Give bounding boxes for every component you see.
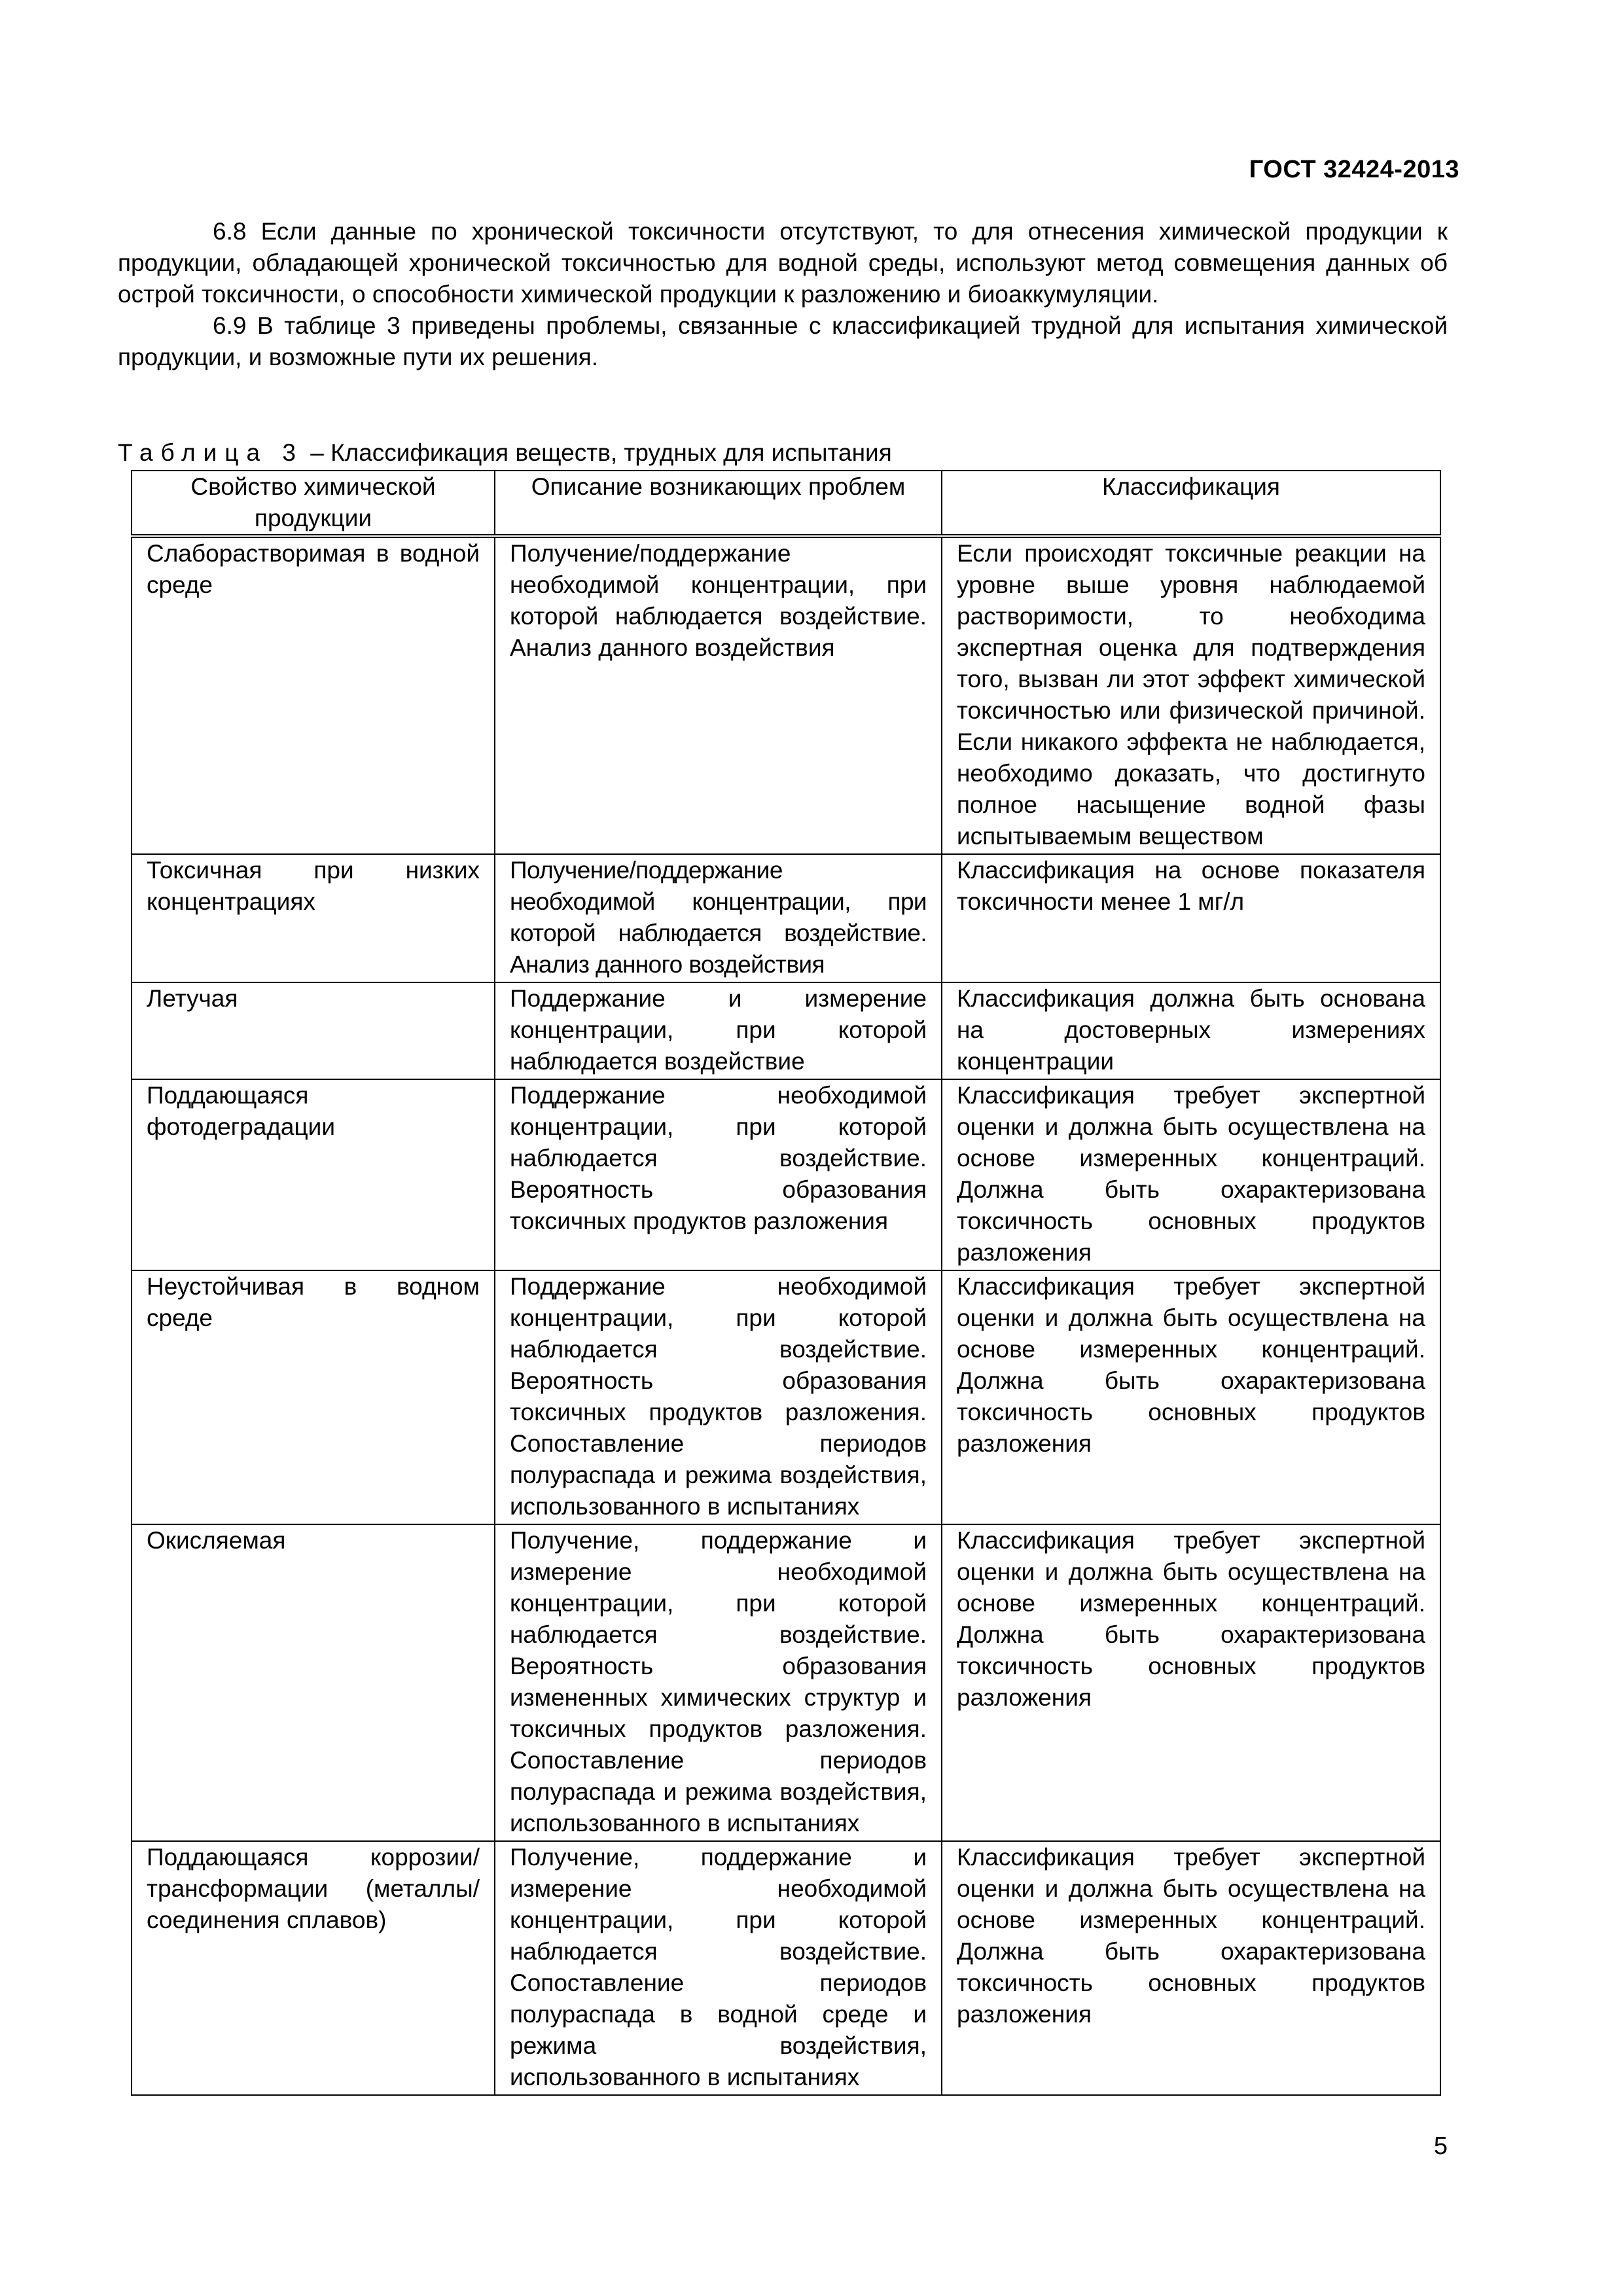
table-caption-text: – Классификация веществ, трудных для испытания (303, 439, 892, 466)
paragraph-6-8: 6.8 Если данные по хронической токсичности отсутствуют, то для отнесения химической продукции к продукции, обладающей хронической токсичностью для водной среды, используют метод совмещения данных об острой токсичности, о способности химической продукции к разложению и биоаккумуляции. (118, 218, 1448, 308)
cell-property: Токсичная при низких концентрациях (132, 854, 495, 982)
cell-description: Поддержание необходимой концентрации, при которой наблюдается воздействие. Вероятность образования токсичных продуктов разложения. Сопоставление периодов полураспада и режима воздействия, использованного в испытаниях (495, 1270, 942, 1524)
cell-classification: Классификация требует экспертной оценки и должна быть осуществлена на основе измеренных концентраций. Должна быть охарактеризована токсичность основных продуктов разложения (942, 1079, 1440, 1270)
cell-property: Поддающаяся коррозии/трансформации (металлы/соединения сплавов) (132, 1841, 495, 2095)
classification-table (131, 470, 1441, 2096)
cell-description: Поддержание необходимой концентрации, при которой наблюдается воздействие. Вероятность образования токсичных продуктов разложения (495, 1079, 942, 1270)
table-caption (118, 439, 892, 467)
cell-classification: Классификация на основе показателя токсичности менее 1 мг/л (942, 854, 1440, 982)
table-row (132, 1079, 1440, 1270)
cell-property: Неустойчивая в водном среде (132, 1270, 495, 1524)
cell-description: Получение, поддержание и измерение необходимой концентрации, при которой наблюдается воздействие. Вероятность образования измененных химических структур и токсичных продуктов разложения. Сопоставление периодов полураспада и режима воздействия, использованного в испытаниях (495, 1524, 942, 1841)
table-row (132, 1841, 1440, 2095)
table-caption-label: Таблица 3 (118, 439, 304, 466)
paragraph-6-9: 6.9 В таблице 3 приведены проблемы, связанные с классификацией трудной для испытания химической продукции, и возможные пути их решения. (118, 312, 1448, 370)
cell-property: Летучая (132, 982, 495, 1079)
cell-classification: Классификация должна быть основана на достоверных измерениях концентрации (942, 982, 1440, 1079)
cell-classification: Классификация требует экспертной оценки и должна быть осуществлена на основе измеренных концентраций. Должна быть охарактеризована токсичность основных продуктов разложения (942, 1270, 1440, 1524)
cell-description: Получение, поддержание и измерение необходимой концентрации, при которой наблюдается воздействие. Сопоставление периодов полураспада в водной среде и режима воздействия, использованного в испытаниях (495, 1841, 942, 2095)
table-header-row (132, 471, 1440, 536)
table-row (132, 982, 1440, 1079)
cell-description: Получение/поддержание необходимой концентрации, при которой наблюдается воздействие. Анализ данного воздействия (495, 536, 942, 854)
page-number: 5 (1433, 2132, 1448, 2160)
body-text (118, 216, 1448, 373)
cell-property: Поддающаяся фотодеградации (132, 1079, 495, 1270)
table-row (132, 854, 1440, 982)
column-header-property: Свойство химической продукции (132, 471, 495, 536)
table-row (132, 1270, 1440, 1524)
cell-description: Получение/поддержание необходимой концентрации, при которой наблюдается воздействие. Анализ данного воздействия (495, 854, 942, 982)
column-header-description: Описание возникающих проблем (495, 471, 942, 536)
column-header-classification: Классификация (942, 471, 1440, 536)
document-code: ГОСТ 32424-2013 (1249, 156, 1459, 183)
cell-classification: Если происходят токсичные реакции на уровне выше уровня наблюдаемой растворимости, то необходима экспертная оценка для подтверждения того, вызван ли этот эффект химической токсичностью или физической причиной. Если никакого эффекта не наблюдается, необходимо доказать, что достигнуто полное насыщение водной фазы испытываемым веществом (942, 536, 1440, 854)
cell-classification: Классификация требует экспертной оценки и должна быть осуществлена на основе измеренных концентраций. Должна быть охарактеризована токсичность основных продуктов разложения (942, 1841, 1440, 2095)
cell-classification: Классификация требует экспертной оценки и должна быть осуществлена на основе измеренных концентраций. Должна быть охарактеризована токсичность основных продуктов разложения (942, 1524, 1440, 1841)
cell-property: Окисляемая (132, 1524, 495, 1841)
table-row (132, 1524, 1440, 1841)
cell-property: Слаборастворимая в водной среде (132, 536, 495, 854)
cell-description: Поддержание и измерение концентрации, при которой наблюдается воздействие (495, 982, 942, 1079)
table-row (132, 536, 1440, 854)
